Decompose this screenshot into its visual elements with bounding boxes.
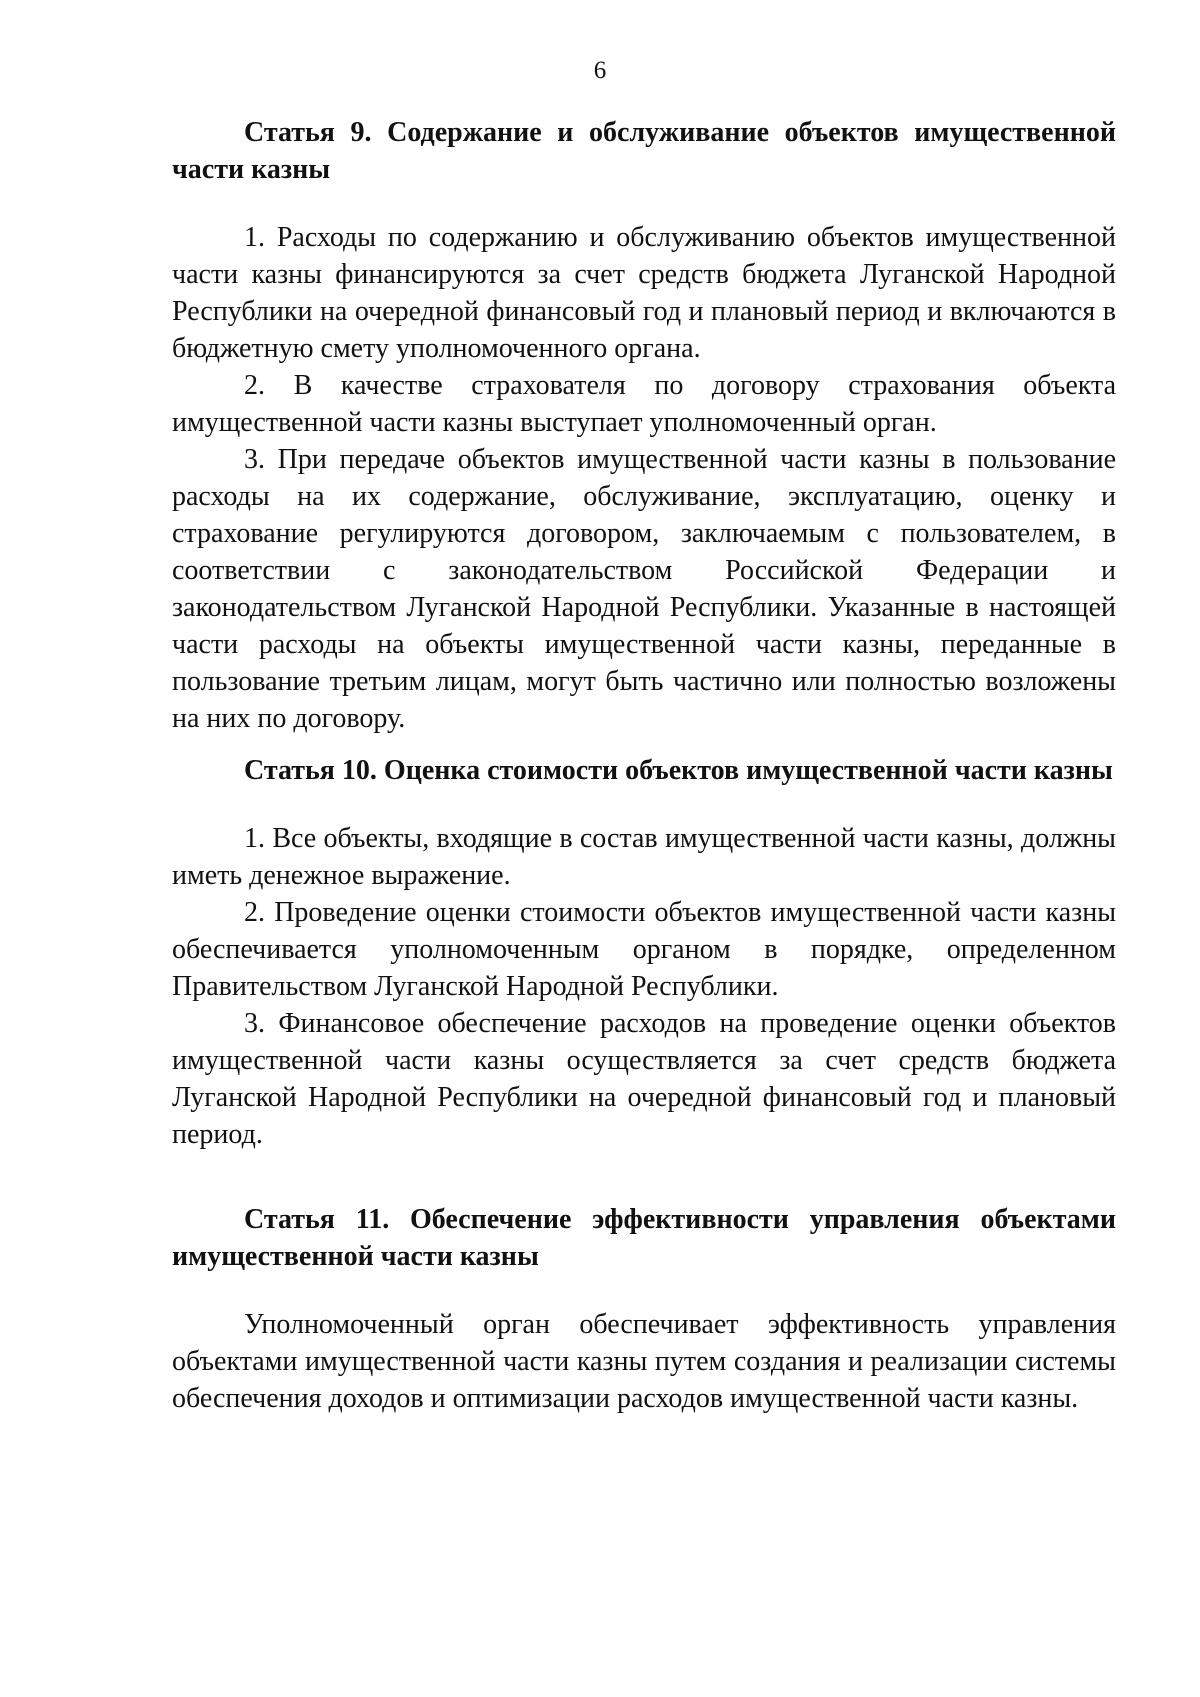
article-heading: Статья 9. Содержание и обслуживание объектов имущественной части казны — [172, 117, 1116, 185]
page-number: 6 — [593, 57, 607, 84]
paragraph: 1. Расходы по содержанию и обслуживанию объектов имущественной части казны финансируются за счет средств бюджета Луганской Народной Республики на очередной финансовый год и плановый период и включаются в бюджетную смету уполномоченного органа. — [172, 222, 1116, 364]
article-heading: Статья 11. Обеспечение эффективности управления объектами имущественной части казны — [172, 1204, 1116, 1272]
paragraph: 3. Финансовое обеспечение расходов на проведение оценки объектов имущественной части казны осуществляется за счет средств бюджета Луганской Народной Республики на очередной финансовый год и плановый период. — [172, 1008, 1116, 1150]
article-9 — [172, 114, 1116, 737]
article-body — [172, 820, 1116, 1153]
article-heading: Статья 10. Оценка стоимости объектов имущественной части казны — [244, 755, 1113, 786]
article-body — [172, 219, 1116, 737]
paragraph: 1. Все объекты, входящие в состав имущественной части казны, должны иметь денежное выражение. — [172, 823, 1116, 891]
article-11 — [172, 1201, 1116, 1417]
paragraph: 2. В качестве страхователя по договору страхования объекта имущественной части казны выступает уполномоченный орган. — [172, 370, 1116, 438]
article-body — [172, 1306, 1116, 1417]
paragraph: 3. При передаче объектов имущественной части казны в пользование расходы на их содержание, обслуживание, эксплуатацию, оценку и страхование регулируются договором, заключаемым с пользователем, в соответствии с законодательством Российской Федерации и законодательством Луганской Народной Республики. Указанные в настоящей части расходы на объекты имущественной части казны, переданные в пользование третьим лицам, могут быть частично или полностью возложены на них по договору. — [172, 444, 1116, 734]
article-10 — [172, 752, 1116, 1153]
paragraph: Уполномоченный орган обеспечивает эффективность управления объектами имущественной части казны путем создания и реализации системы обеспечения доходов и оптимизации расходов имущественной части казны. — [172, 1309, 1116, 1414]
paragraph: 2. Проведение оценки стоимости объектов имущественной части казны обеспечивается уполномоченным органом в порядке, определенном Правительством Луганской Народной Республики. — [172, 897, 1116, 1002]
